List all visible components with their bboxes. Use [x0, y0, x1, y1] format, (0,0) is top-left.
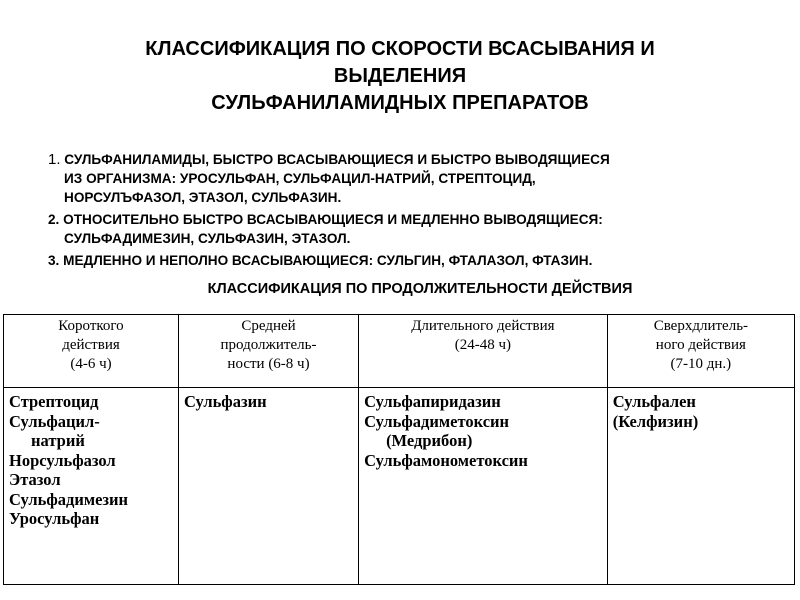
- absorption-classification-list: [48, 150, 793, 273]
- title-line-3: СУЛЬФАНИЛАМИДНЫХ ПРЕПАРАТОВ: [211, 92, 589, 114]
- list-item-text: МЕДЛЕННО И НЕПОЛНО ВСАСЫВАЮЩИЕСЯ: СУЛЬГИН, ФТАЛАЗОЛ, ФТАЗИН.: [63, 253, 593, 268]
- drug-name: Уросульфан: [9, 509, 100, 528]
- list-item-1: [48, 150, 793, 207]
- header-line: Короткого: [58, 318, 124, 334]
- extra-long-acting-drugs-cell: [607, 388, 794, 585]
- drug-name: Сульфацил-: [9, 411, 100, 431]
- drug-name: Сульфазин: [183, 392, 267, 411]
- header-long-acting: [359, 315, 608, 388]
- header-line: продолжитель-: [220, 337, 317, 353]
- header-line: (24-48 ч): [454, 337, 512, 353]
- drug-name: Сульфамонометоксин: [364, 450, 528, 470]
- header-line: (7-10 дн.): [670, 356, 732, 372]
- header-line: (4-6 ч): [70, 356, 112, 372]
- list-item-text: ОТНОСИТЕЛЬНО БЫСТРО ВСАСЫВАЮЩИЕСЯ И МЕДЛЕННО ВЫВОДЯЩИЕСЯ:: [63, 212, 603, 227]
- header-short-acting: [4, 315, 179, 388]
- drug-name: Сульфадиметоксин: [364, 411, 510, 431]
- drug-name: Стрептоцид: [9, 392, 99, 411]
- header-line: Сверхдлитель-: [653, 318, 749, 334]
- header-line: Средней: [241, 318, 296, 334]
- drug-name: (Медрибон): [386, 431, 473, 450]
- list-item-number: 2.: [48, 212, 60, 227]
- section-subtitle: КЛАССИФИКАЦИЯ ПО ПРОДОЛЖИТЕЛЬНОСТИ ДЕЙСТВИЯ: [207, 281, 633, 297]
- list-item-text: СУЛЬФАНИЛАМИДЫ, БЫСТРО ВСАСЫВАЮЩИЕСЯ И БЫСТРО ВЫВОДЯЩИЕСЯ: [64, 152, 610, 167]
- drug-name: Норсульфазол: [9, 450, 116, 470]
- drug-name: Сульфадимезин: [9, 489, 129, 509]
- header-line: Длительного действия: [411, 318, 555, 334]
- list-item-2: [48, 210, 793, 248]
- table-header-row: [4, 315, 795, 388]
- header-extra-long-acting: [607, 315, 794, 388]
- drug-name: Сульфален: [612, 392, 696, 411]
- medium-acting-drugs-cell: [178, 388, 358, 585]
- drug-name: натрий: [31, 431, 85, 450]
- header-line: ности (6-8 ч): [227, 356, 310, 372]
- list-item-number: 1.: [48, 151, 61, 168]
- table-row: [4, 388, 795, 585]
- header-line: ного действия: [655, 337, 746, 353]
- list-item-text: НОРСУЛЪФАЗОЛ, ЭТАЗОЛ, СУЛЬФАЗИН.: [64, 190, 342, 205]
- header-line: действия: [62, 337, 120, 353]
- drug-name: (Келфизин): [612, 411, 699, 431]
- short-acting-drugs-cell: [4, 388, 179, 585]
- list-item-number: 3.: [48, 253, 60, 268]
- title-line-2: ВЫДЕЛЕНИЯ: [333, 65, 467, 87]
- list-item-3: [48, 251, 793, 270]
- drug-name: Этазол: [9, 470, 61, 489]
- duration-classification-table: [3, 314, 795, 585]
- long-acting-drugs-cell: [359, 388, 608, 585]
- drug-name: Сульфапиридазин: [364, 392, 501, 411]
- page-title: [20, 36, 780, 117]
- list-item-text: ИЗ ОРГАНИЗМА: УРОСУЛЬФАН, СУЛЬФАЦИЛ-НАТРИЙ, СТРЕПТОЦИД,: [64, 171, 536, 186]
- header-medium-acting: [178, 315, 358, 388]
- list-item-text: СУЛЬФАДИМЕЗИН, СУЛЬФАЗИН, ЭТАЗОЛ.: [64, 231, 351, 246]
- title-line-1: КЛАССИФИКАЦИЯ ПО СКОРОСТИ ВСАСЫВАНИЯ И: [145, 38, 655, 60]
